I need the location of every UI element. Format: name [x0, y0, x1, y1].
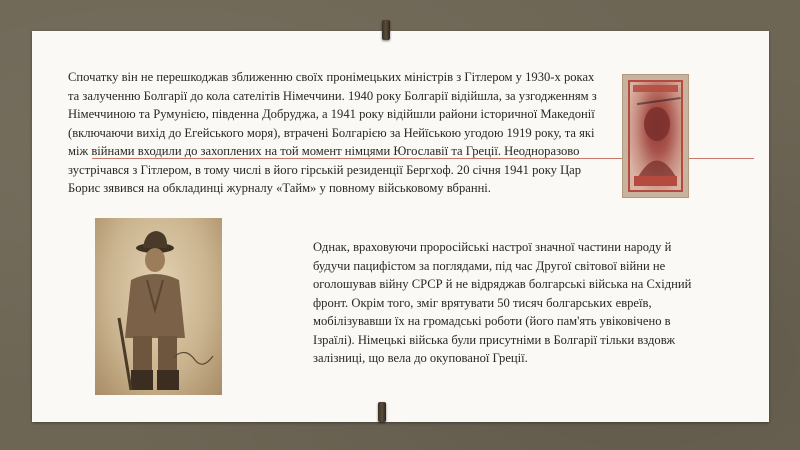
paragraph-2: Однак, враховуючи проросійські настрої значної частини народу й будучи пацифістом за поглядами, під час Другої світової війни не оголошував війну СРСР й не відряджав болгарські війська на Східний фронт. Окрім того, зміг врятувати 50 тисяч болгарських евреїв, мобілізувавши їх на громадські роботи (його пам'ять увіковічено в Ізраїлі). Німецькі війська були присутніми в Болгарії тільки вздовж залізниці, що вела до окупованої Греції. [313, 240, 692, 365]
paragraph-1: Спочатку він не перешкоджав зближенню своїх пронімецьких міністрів з Гітлером у 1930-х роках та залученню Болгарії до кола сателітів Німеччини. 1940 року Болгарії відійшла, за узгодженням з Німеччиною та Румунією, південна Добруджа, а 1941 року відійшли райони історичної Македонії (включаючи вихід до Егейського моря), втрачені Болгарією за Нейїською угодою 1919 року, та які між війнами входили до захоплених на той момент німцями Югославії та Греції. Неодноразово зустрічався з Гітлером, в тому числі в його гірській резиденції Бергхоф. 20 січня 1941 року Цар Борис зявився на обкладинці журналу «Тайм» у повному військовому вбранні. [68, 70, 597, 195]
pin-bottom-icon [378, 402, 386, 422]
stamp-value-band [634, 176, 677, 186]
portrait-figure-icon [95, 218, 222, 395]
postage-stamp-image [623, 75, 688, 197]
pin-top-icon [382, 20, 390, 40]
sepia-portrait-photo [95, 218, 222, 395]
stamp-artwork [628, 80, 683, 192]
